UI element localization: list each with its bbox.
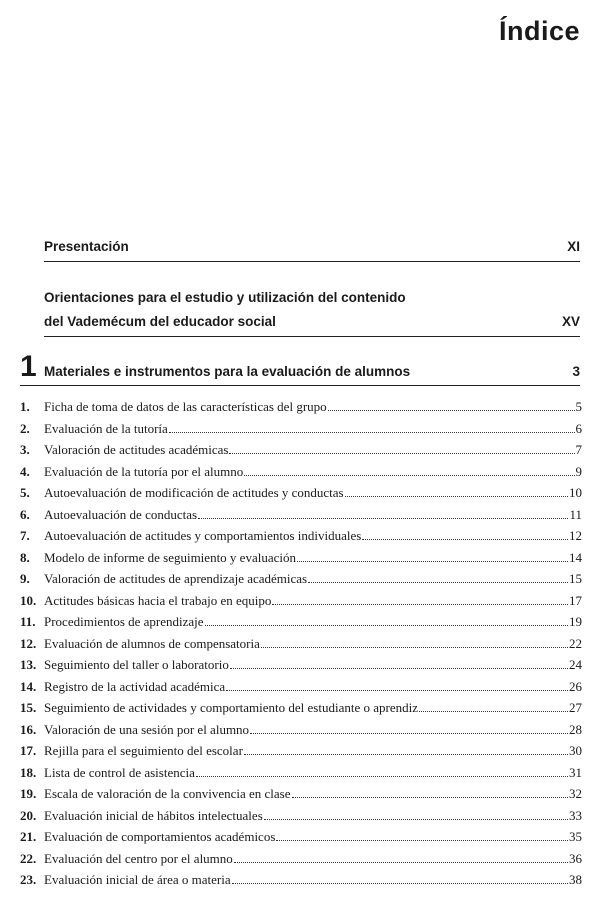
entry-page: 36 [569, 850, 582, 866]
entry-title: Rejilla para el seguimiento del escolar [44, 743, 243, 758]
dot-leader [226, 690, 568, 691]
dot-leader [244, 475, 574, 476]
entry-number: 11. [20, 614, 36, 629]
entry-number: 14. [20, 678, 37, 694]
entry-page: 32 [569, 786, 582, 801]
chapter-title: Materiales e instrumentos para la evaluación de alumnos [44, 364, 411, 379]
toc-entry[interactable] [20, 762, 582, 784]
toc-entry-orientaciones[interactable] [44, 286, 580, 337]
entry-number: 17. [20, 743, 37, 758]
toc-entry[interactable] [20, 547, 582, 569]
entry-page: 26 [569, 678, 582, 694]
dot-leader [292, 797, 568, 798]
entry-number: 2. [20, 420, 30, 436]
entry-title: Evaluación de alumnos de compensatoria [44, 635, 260, 651]
toc-entry[interactable] [20, 482, 582, 504]
entry-page: XI [567, 239, 580, 254]
entry-page: 6 [575, 420, 582, 436]
entry-page: 9 [575, 463, 582, 479]
entry-title: Seguimiento del taller o laboratorio [44, 657, 229, 672]
entry-title: Valoración de actitudes de aprendizaje académicas [44, 571, 308, 586]
toc-entry[interactable] [20, 805, 582, 827]
entry-title: Autoevaluación de actitudes y comportamientos individuales [44, 528, 362, 543]
entry-number: 3. [20, 442, 30, 457]
dot-leader [232, 883, 568, 884]
entry-title: Evaluación inicial de área o materia [44, 872, 231, 887]
toc-entry[interactable] [20, 676, 582, 698]
entry-number: 8. [20, 549, 30, 565]
entry-page: 19 [569, 614, 582, 629]
entry-page: 38 [569, 872, 582, 887]
entry-label-line: del Vademécum del educador social [44, 314, 276, 329]
entry-page: 5 [575, 399, 582, 414]
entry-number: 4. [20, 463, 30, 479]
entry-page: 33 [569, 807, 582, 823]
entry-number: 21. [20, 829, 37, 844]
entry-page: 31 [569, 764, 582, 780]
entry-page: 22 [569, 635, 582, 651]
entry-number: 7. [20, 528, 30, 543]
entry-page: 7 [575, 442, 582, 457]
divider [20, 385, 580, 386]
dot-leader [250, 733, 568, 734]
dot-leader [345, 496, 568, 497]
toc-entry[interactable] [20, 504, 582, 526]
toc-entry[interactable] [20, 719, 582, 741]
entry-number: 19. [20, 786, 37, 801]
entry-page: 35 [569, 829, 582, 844]
toc-entry[interactable] [20, 826, 582, 848]
entry-title: Lista de control de asistencia [44, 764, 195, 780]
toc-entry[interactable] [20, 740, 582, 762]
chapter-number: 1 [20, 350, 37, 383]
toc-entry[interactable] [20, 783, 582, 805]
toc-entry[interactable] [20, 590, 582, 612]
divider [44, 336, 580, 337]
entry-title: Modelo de informe de seguimiento y evaluación [44, 549, 296, 565]
entry-number: 13. [20, 657, 37, 672]
entry-number: 6. [20, 506, 30, 522]
entry-title: Ficha de toma de datos de las características del grupo [44, 399, 327, 414]
entry-number: 16. [20, 721, 37, 737]
entry-page: 30 [569, 743, 582, 758]
toc-entry[interactable] [20, 654, 582, 676]
toc-entry[interactable] [20, 611, 582, 633]
entry-title: Autoevaluación de modificación de actitudes y conductas [44, 485, 344, 500]
entry-title: Valoración de una sesión por el alumno [44, 721, 250, 737]
entry-number: 12. [20, 635, 37, 651]
dot-leader [229, 453, 574, 454]
toc-entry[interactable] [20, 396, 582, 418]
entry-page: 17 [569, 592, 582, 608]
entry-title: Actitudes básicas hacia el trabajo en equipo [44, 592, 272, 608]
entry-title: Autoevaluación de conductas [44, 506, 198, 522]
entry-number: 15. [20, 700, 37, 715]
toc-entry[interactable] [20, 525, 582, 547]
entry-page: 12 [569, 528, 582, 543]
dot-leader [308, 582, 568, 583]
entry-title: Evaluación de la tutoría [44, 420, 168, 436]
entry-page: XV [561, 314, 580, 329]
dot-leader [272, 604, 568, 605]
dot-leader [264, 819, 568, 820]
entry-label-line: Orientaciones para el estudio y utilización del contenido [44, 290, 406, 305]
entry-number: 1. [20, 399, 30, 414]
toc-list [20, 396, 582, 891]
entry-page: 24 [569, 657, 582, 672]
toc-entry[interactable] [20, 869, 582, 891]
entry-page: 10 [569, 485, 582, 500]
entry-page: 27 [569, 700, 582, 715]
toc-entry[interactable] [20, 848, 582, 870]
toc-entry[interactable] [20, 568, 582, 590]
entry-number: 23. [20, 872, 37, 887]
dot-leader [297, 561, 568, 562]
entry-title: Evaluación de la tutoría por el alumno [44, 463, 244, 479]
toc-entry-presentacion[interactable] [44, 235, 580, 262]
entry-number: 10. [20, 592, 37, 608]
entry-title: Escala de valoración de la convivencia en clase [44, 786, 291, 801]
entry-number: 18. [20, 764, 37, 780]
entry-title: Evaluación inicial de hábitos intelectuales [44, 807, 263, 823]
dot-leader [244, 754, 568, 755]
dot-leader [230, 668, 568, 669]
dot-leader [419, 711, 568, 712]
entry-title: Evaluación del centro por el alumno [44, 850, 233, 866]
toc-entry[interactable] [20, 439, 582, 461]
dot-leader [198, 518, 568, 519]
entry-title: Valoración de actitudes académicas [44, 442, 229, 457]
entry-number: 22. [20, 850, 37, 866]
dot-leader [328, 410, 575, 411]
toc-entry[interactable] [20, 697, 582, 719]
toc-entry[interactable] [20, 461, 582, 483]
chapter-page: 3 [572, 364, 580, 379]
entry-number: 5. [20, 485, 30, 500]
dot-leader [276, 840, 568, 841]
entry-page: 28 [569, 721, 582, 737]
dot-leader [234, 862, 568, 863]
toc-entry[interactable] [20, 418, 582, 440]
entry-page: 14 [569, 549, 582, 565]
entry-title: Evaluación de comportamientos académicos [44, 829, 276, 844]
dot-leader [169, 432, 575, 433]
entry-page: 15 [569, 571, 582, 586]
page-title: Índice [498, 16, 580, 46]
entry-label: Presentación [44, 239, 129, 254]
dot-leader [362, 539, 568, 540]
dot-leader [196, 776, 568, 777]
entry-title: Seguimiento de actividades y comportamiento del estudiante o aprendiz [44, 700, 418, 715]
entry-number: 20. [20, 807, 37, 823]
entry-title: Procedimientos de aprendizaje [44, 614, 204, 629]
divider [44, 261, 580, 262]
toc-entry[interactable] [20, 633, 582, 655]
dot-leader [205, 625, 568, 626]
dot-leader [261, 647, 568, 648]
chapter-heading[interactable] [20, 352, 580, 386]
entry-number: 9. [20, 571, 30, 586]
entry-title: Registro de la actividad académica [44, 678, 226, 694]
entry-page: 11 [569, 506, 582, 522]
